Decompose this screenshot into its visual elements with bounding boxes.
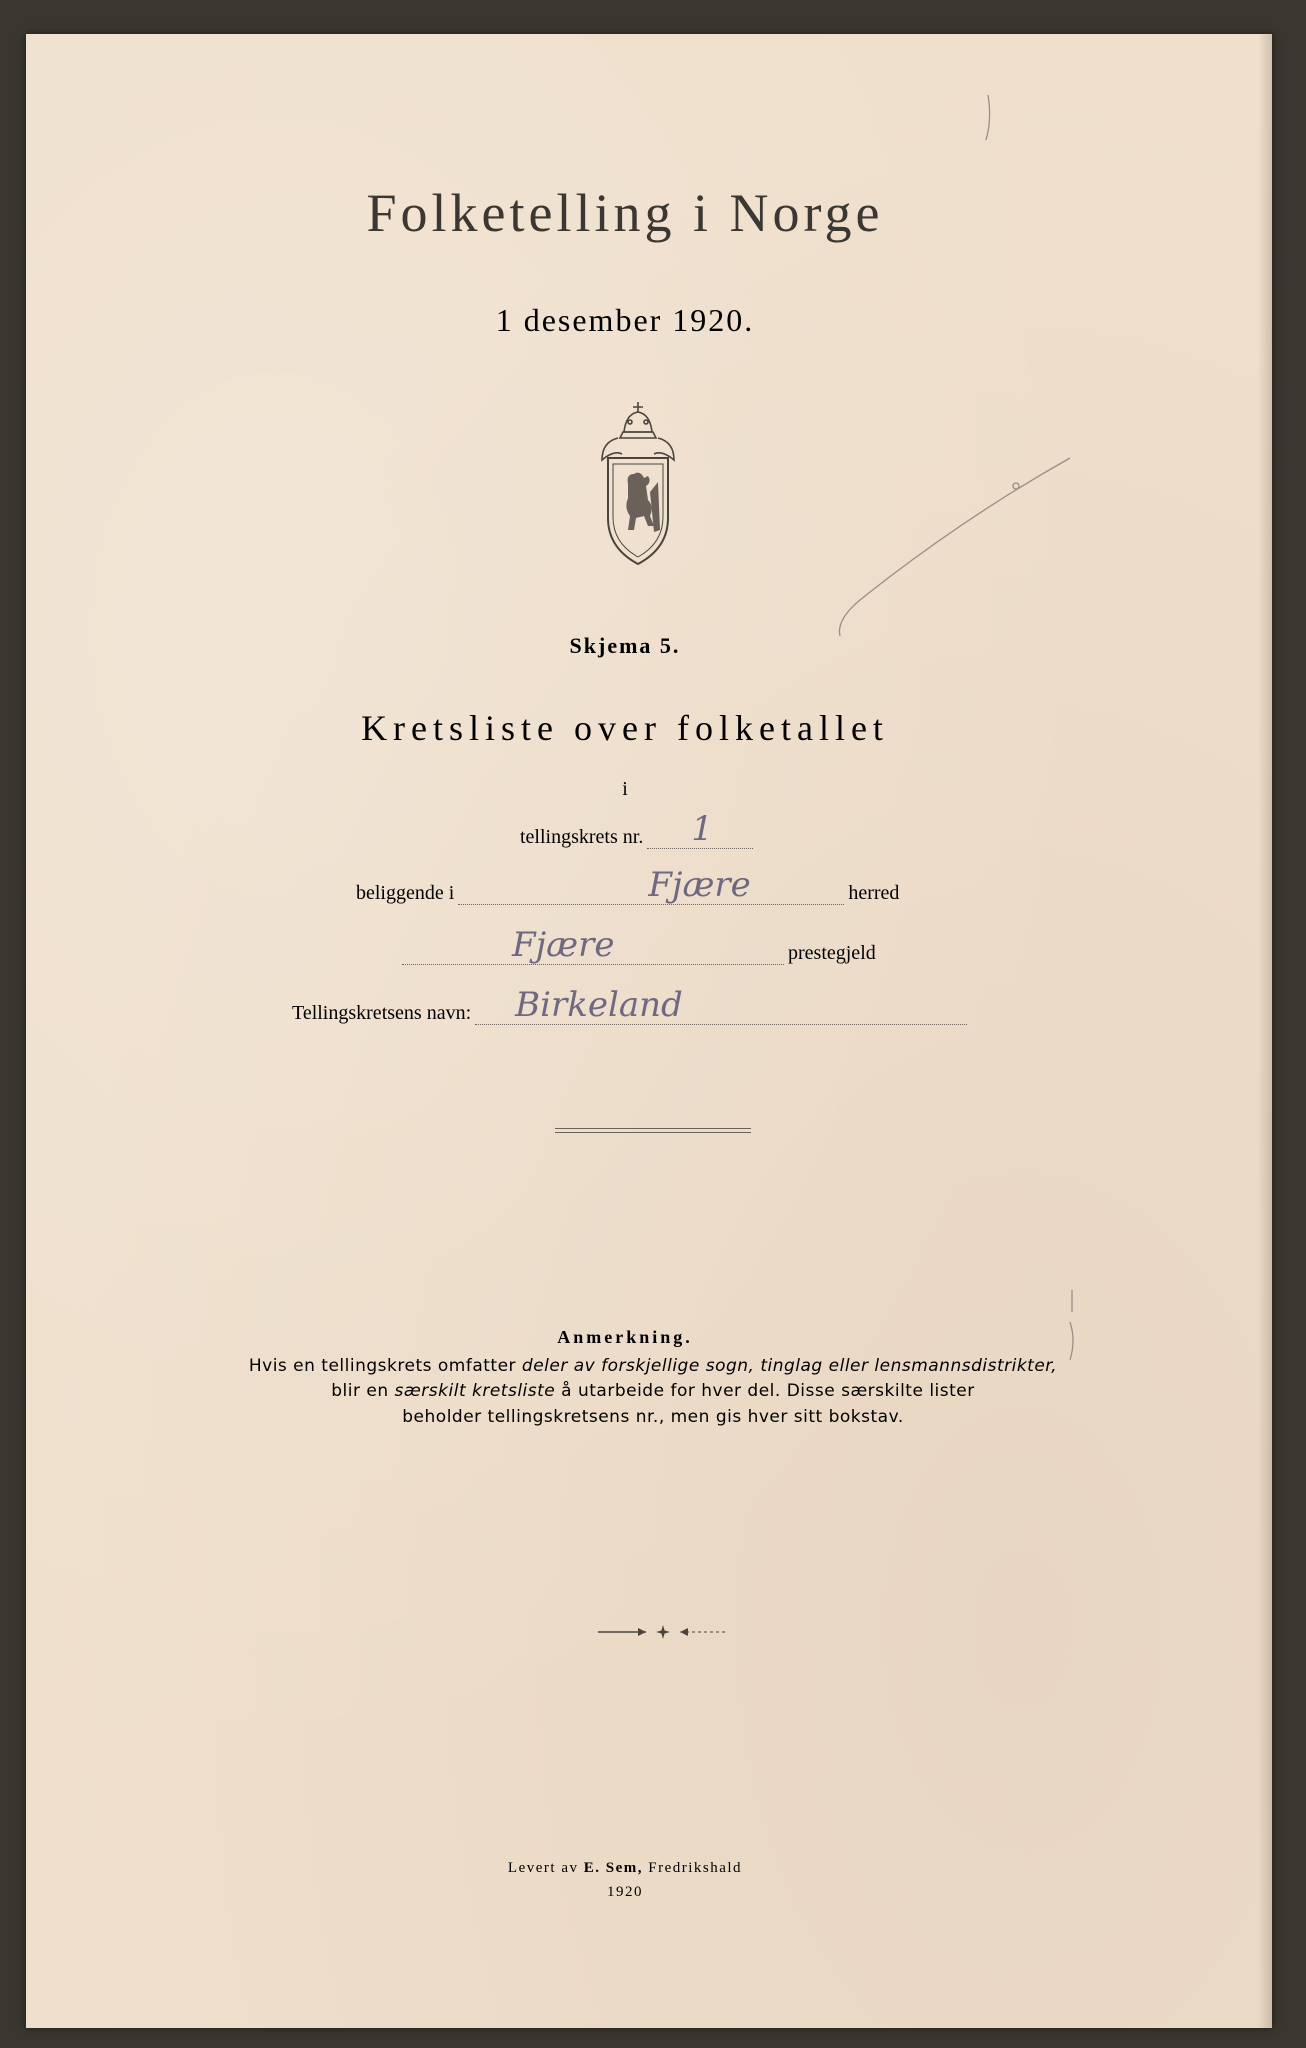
navn-row [292, 985, 971, 1025]
coat-of-arms-icon [598, 398, 678, 570]
beliggende-label: beliggende i [356, 882, 455, 904]
prestegjeld-row [398, 925, 876, 965]
navn-field[interactable] [475, 985, 967, 1025]
tellingskrets-row [520, 809, 757, 849]
note-line-2 [0, 1381, 1306, 1401]
separator-rule [555, 1128, 751, 1133]
prestegjeld-field[interactable] [402, 925, 784, 965]
note-line-2-emphasis: særskilt kretsliste [394, 1381, 556, 1401]
prestegjeld-value: Fjære [512, 925, 615, 965]
printer-year: 1920 [607, 1884, 643, 1900]
note-title: Anmerkning. [557, 1327, 693, 1347]
beliggende-field[interactable] [458, 865, 844, 905]
navn-label: Tellingskretsens navn: [292, 1002, 472, 1024]
note-line-2-text-a: blir en [331, 1381, 395, 1401]
tellingskrets-label: tellingskrets nr. [520, 826, 644, 848]
document-title: Folketelling i Norge [366, 183, 884, 243]
page-edge-shadow [1258, 34, 1272, 2028]
note-line-2-text-c: å utarbeide for hver del. Disse særskilte lister [555, 1381, 975, 1401]
schema-number: Skjema 5. [569, 633, 681, 658]
beliggende-value: Fjære [648, 865, 751, 905]
form-heading: Kretsliste over folketallet [361, 708, 889, 748]
tellingskrets-field[interactable] [647, 809, 753, 849]
document-date: 1 desember 1920. [495, 302, 755, 338]
note-line-1-emphasis: deler av forskjellige sogn, tinglag eller lensmannsdistrikter, [521, 1356, 1058, 1376]
note-line-1 [0, 1356, 1306, 1376]
printer-imprint [0, 1860, 1250, 1877]
tellingskrets-value: 1 [691, 809, 713, 849]
note-line-1-text: Hvis en tellingskrets omfatter [248, 1356, 522, 1376]
printer-name: E. Sem, [583, 1860, 643, 1876]
printer-prefix: Levert av [507, 1860, 584, 1876]
ornament-divider-icon [598, 1622, 728, 1642]
heading-connector: i [622, 778, 628, 800]
printer-place: Fredrikshald [642, 1860, 743, 1876]
navn-value: Birkeland [515, 985, 683, 1025]
herred-label: herred [848, 882, 900, 904]
prestegjeld-label: prestegjeld [788, 942, 876, 964]
beliggende-row [356, 865, 900, 905]
note-line-3: beholder tellingskretsens nr., men gis hver sitt bokstav. [402, 1407, 904, 1427]
